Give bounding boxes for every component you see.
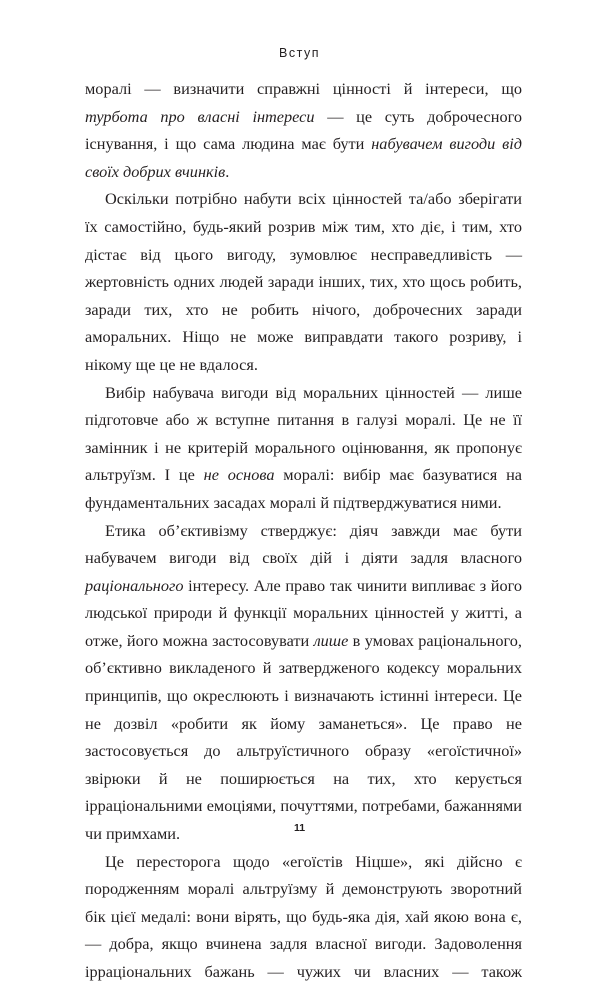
text-run: Оскільки потрібно набути всіх цінностей та/або зберігати їх самостійно, будь-який розрив між тим, хто діє, і тим, хто дістає від цього вигоду, зумовлює несправедливість — жертовність одних людей заради інших, тих, хто щось робить, заради тих, хто не робить нічого, доброчесних заради аморальних. Ніщо не може виправдати такого розриву, і нікому ще це не вдалося. [85, 189, 522, 374]
italic-text: не основа [203, 465, 275, 485]
text-run: — це суть доброчесного існування, і що сама людина має бути [85, 106, 522, 154]
text-run: Вибір набувача вигоди від моральних цінностей — лише підготовче або ж вступне питання в галузі моралі. Це не її замінник і не критерій морального оцінювання, як пропонує альтруїзм. І це [85, 382, 522, 485]
paragraph [85, 848, 522, 986]
paragraph [85, 517, 522, 848]
text-run: Це пересторога щодо «егоїстів Ніцше», які дійсно є породженням моралі альтруїзму й демонструють зворотний бік цієї медалі: вони вірять, що будь-яка дія, хай якою вона є, — добра, якщо вчинена задля власної вигоди. Задоволення ірраціональних бажань — чужих чи власних — також [85, 851, 522, 981]
italic-text: турбота про власні інтереси [85, 106, 315, 126]
paragraph [85, 75, 522, 185]
text-run: інтересу. Але право так чинити випливає з його людської природи й функції моральних цінностей у житті, а отже, його можна застосовувати [85, 575, 522, 650]
page-number: 11 [293, 822, 306, 834]
text-run: в умовах раціонального, об’єктивно викладеного й затвердженого кодексу моральних принципів, що окреслюють і визначають істинні інтереси. Це не дозвіл «робити як йому заманеться». Це право не застосовується до альтруїстичного образу «егоїстичної» звірюки й не поширюється на тих, хто керується ірраціональними емоціями, почуттями, потребами, бажаннями чи примхами. [85, 630, 522, 844]
running-head: Вступ [279, 46, 320, 60]
paragraph [85, 185, 522, 378]
text-run: моралі — визначити справжні цінності й інтереси, що [85, 79, 522, 98]
text-run: моралі: вибір має базуватися на фундаментальних засадах моралі й підтверджуватися ними. [85, 465, 523, 512]
text-run: . [225, 161, 230, 181]
text-run: Етика об’єктивізму стверджує: діяч завжди має бути набувачем вигоди від своїх дій і діяти задля власного [85, 520, 522, 568]
paragraph [85, 379, 522, 517]
italic-text: набувачем вигоди від своїх добрих вчинків [85, 134, 522, 181]
body-text [85, 75, 522, 986]
italic-text: раціонального [85, 575, 184, 595]
italic-text: лише [313, 630, 349, 650]
